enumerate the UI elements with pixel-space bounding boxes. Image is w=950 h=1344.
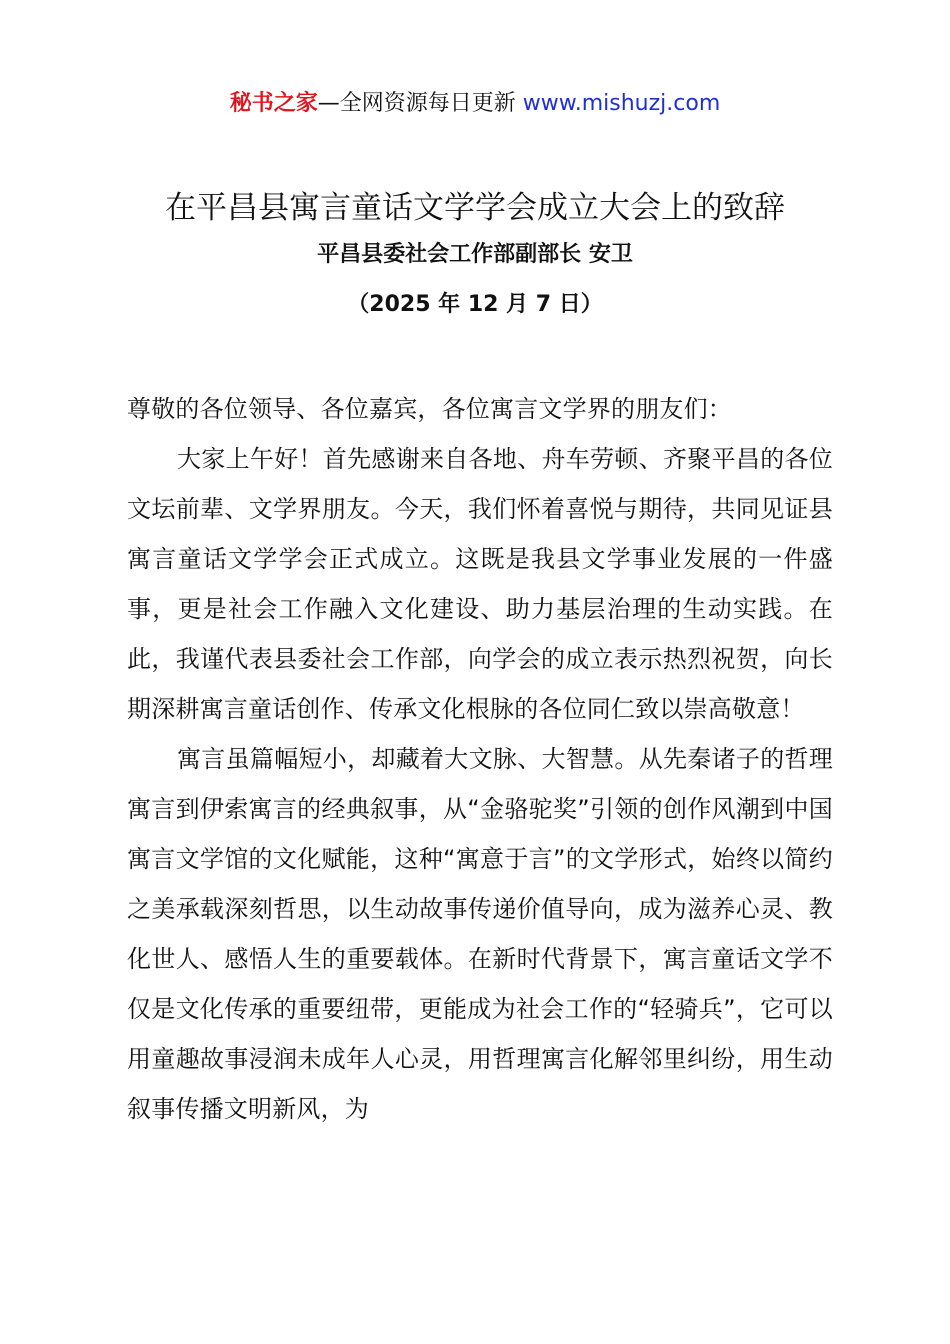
document-date: （2025 年 12 月 7 日）: [347, 292, 603, 317]
document-body: [127, 384, 833, 1134]
document-author: 平昌县委社会工作部副部长 安卫: [317, 242, 633, 267]
body-paragraph: 寓言虽篇幅短小，却藏着大文脉、大智慧。从先秦诸子的哲理寓言到伊索寓言的经典叙事，从“金骆驼奖”引领的创作风潮到中国寓言文学馆的文化赋能，这种“寓意于言”的文学形式，始终以简约之美承载深刻哲思，以生动故事传递价值导向，成为滋养心灵、教化世人、感悟人生的重要载体。在新时代背景下，寓言童话文学不仅是文化传承的重要纽带，更能成为社会工作的“轻骑兵”，它可以用童趣故事浸润未成年人心灵，用哲理寓言化解邻里纠纷，用生动叙事传播文明新风，为: [127, 745, 833, 1123]
salutation: 尊敬的各位领导、各位嘉宾，各位寓言文学界的朋友们：: [127, 395, 732, 423]
header-tagline: —全网资源每日更新: [317, 91, 523, 116]
body-paragraph: 大家上午好！首先感谢来自各地、舟车劳顿、齐聚平昌的各位文坛前辈、文学界朋友。今天，我们怀着喜悦与期待，共同见证县寓言童话文学学会正式成立。这既是我县文学事业发展的一件盛事，更是社会工作融入文化建设、助力基层治理的生动实践。在此，我谨代表县委社会工作部，向学会的成立表示热烈祝贺，向长期深耕寓言童话创作、传承文化根脉的各位同仁致以崇高敬意！: [127, 445, 833, 723]
brand-name: 秘书之家: [229, 91, 318, 116]
site-url-link[interactable]: www.mishuzj.com: [522, 91, 721, 116]
site-header: [0, 88, 950, 120]
document-title: 在平昌县寓言童话文学学会成立大会上的致辞: [165, 190, 785, 226]
